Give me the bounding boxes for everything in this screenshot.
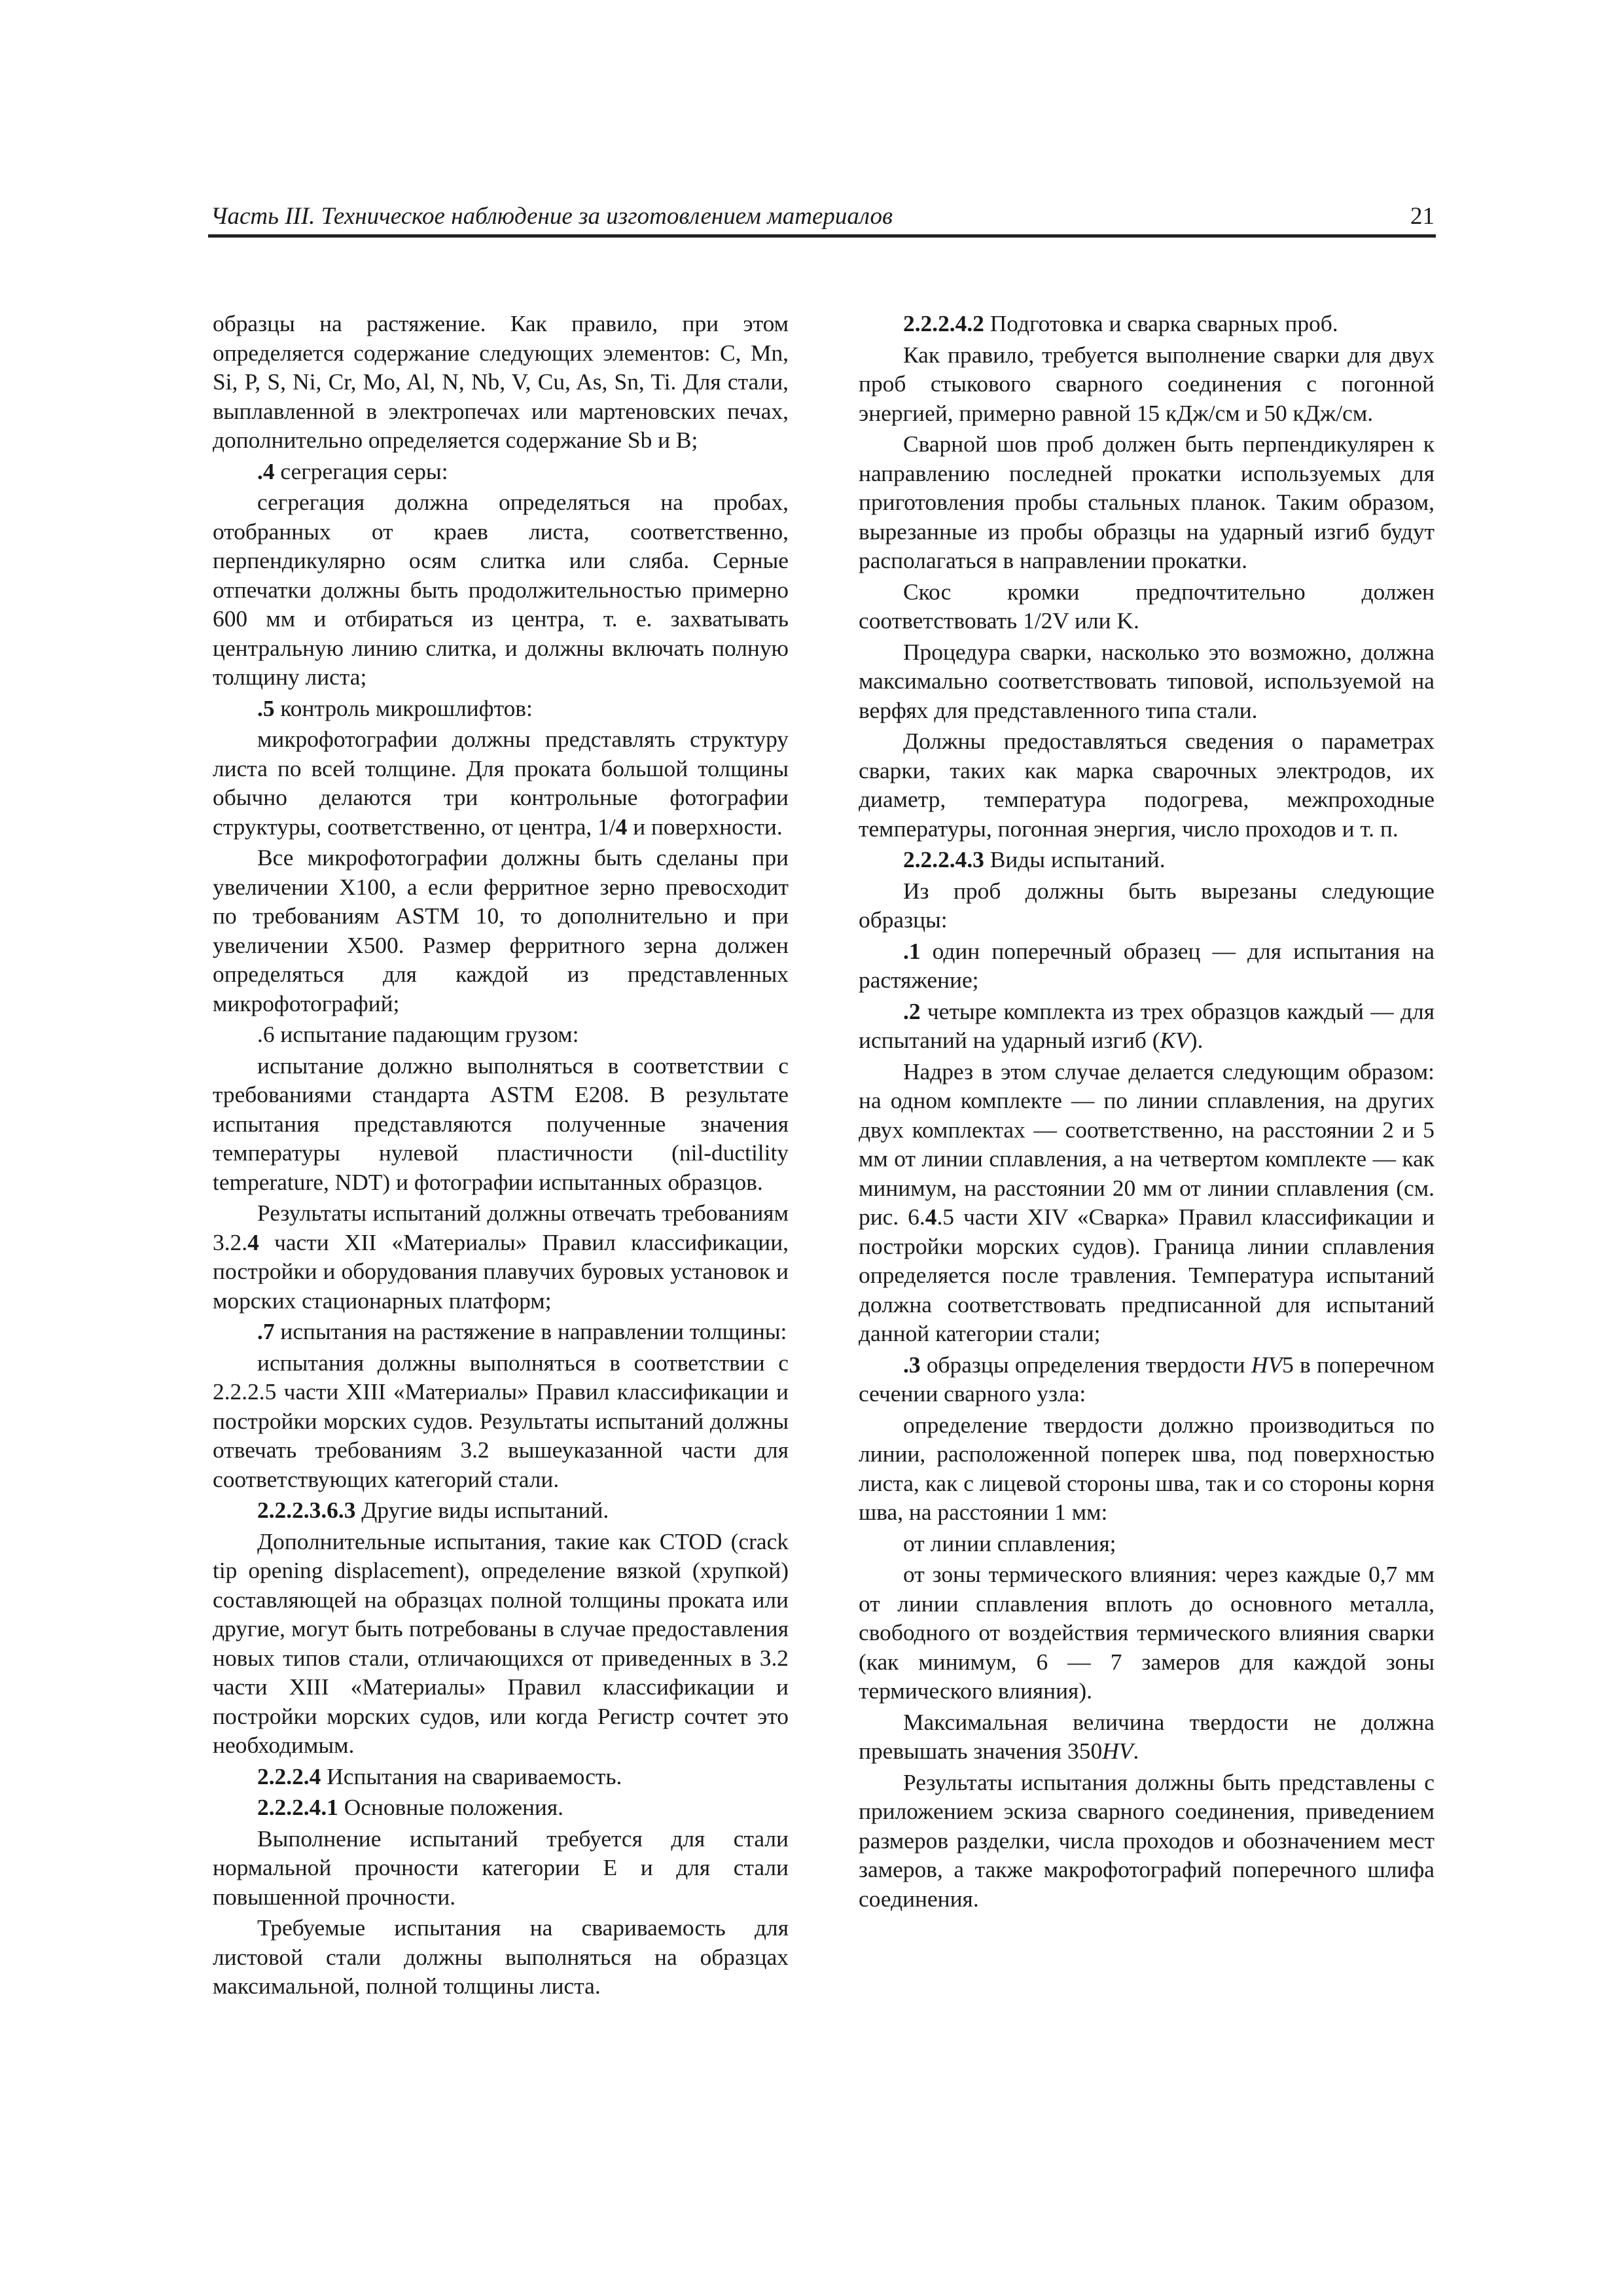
paragraph: образцы на растяжение. Как правило, при этом определяется содержание следующих элементов: C, Mn, Si, P, S, Ni, Cr, Mo, Al, N, Nb, V, Cu, As, Sn, Ti. Для стали, выплавленной в электропечах или мартеновских печах, дополнительно определяется содержание Sb и B; <box>213 310 789 453</box>
paragraph: Процедура сварки, насколько это возможно, должна максимально соответствовать типовой, используемой на верфях для представленного типа стали. <box>859 638 1435 723</box>
paragraph: Из проб должны быть вырезаны следующие образцы: <box>859 877 1435 933</box>
paragraph: Как правило, требуется выполнение сварки для двух проб стыкового сварного соединения с погонной энергией, примерно равной 15 кДж/см и 50 кДж/см. <box>859 341 1435 426</box>
paragraph: Надрез в этом случае делается следующим образом: на одном комплекте — по линии сплавления, на других двух комплектах — соответственно, на расстоянии 2 и 5 мм от линии сплавления, а на четвертом комплекте — как минимум, на расстоянии 20 мм от линии сплавления (см. рис. 6.4.5 части XIV «Сварка» Правил классификации и постройки морских судов). Граница линии сплавления определяется после травления. Температура испытаний должна соответствовать предписанной для испытаний данной категории стали; <box>859 1058 1435 1346</box>
section-heading: 2.2.2.4 Испытания на свариваемость. <box>257 1763 622 1789</box>
section-heading: 2.2.2.3.6.3 Другие виды испытаний. <box>257 1497 609 1523</box>
left-column <box>213 309 789 2003</box>
paragraph: Должны предоставляться сведения о параметрах сварки, таких как марка сварочных электродов, их диаметр, температура подогрева, межпроходные температуры, погонная энергия, число проходов и т. п. <box>859 728 1435 842</box>
running-title: Часть III. Техническое наблюдение за изготовлением материалов <box>211 203 893 230</box>
page-header <box>208 202 1436 238</box>
paragraph: Дополнительные испытания, такие как CTOD (crack tip opening displacement), определение вязкой (хрупкой) составляющей на образцах полной толщины проката или другие, могут быть потребованы в случае предоставления новых типов стали, отличающихся от приведенных в 3.2 части XIII «Материалы» Правил классификации и постройки морских судов, или когда Регистр сочтет это необходимым. <box>213 1528 789 1758</box>
section-heading: 2.2.2.4.2 Подготовка и сварка сварных проб. <box>903 310 1338 336</box>
paragraph: Требуемые испытания на свариваемость для листовой стали должны выполняться на образцах максимальной, полной толщины листа. <box>213 1914 789 1999</box>
paragraph: от линии сплавления; <box>903 1530 1116 1556</box>
list-item: .2 четыре комплекта из трех образцов каждый — для испытаний на ударный изгиб (KV). <box>859 997 1435 1053</box>
section-heading: 2.2.2.4.3 Виды испытаний. <box>903 846 1166 872</box>
paragraph: Все микрофотографии должны быть сделаны при увеличении X100, а если ферритное зерно превосходит по требованиям ASTM 10, то дополнительно и при увеличении X500. Размер ферритного зерна должен определяться для каждой из представленных микрофотографий; <box>213 844 789 1016</box>
list-item: .6 испытание падающим грузом: <box>257 1021 579 1047</box>
paragraph: от зоны термического влияния: через каждые 0,7 мм от линии сплавления вплоть до основного металла, свободного от воздействия термического влияния сварки (как минимум, 6 — 7 замеров для каждой зоны термического влияния). <box>859 1561 1435 1704</box>
list-item: .5 контроль микрошлифтов: <box>257 694 533 721</box>
page-number: 21 <box>1410 203 1435 230</box>
list-item: .4 сегрегация серы: <box>257 457 448 484</box>
right-column <box>859 309 1435 1915</box>
paragraph: сегрегация должна определяться на пробах, отобранных от краев листа, соответственно, перпендикулярно осям слитка или сляба. Серные отпечатки должны быть продолжительностью примерно 600 мм и отбираться из центра, т. е. захватывать центральную линию слитка, и должны включать полную толщину листа; <box>213 489 789 690</box>
paragraph: Результаты испытаний должны отвечать требованиям 3.2.4 части XII «Материалы» Правил классификации, постройки и оборудования плавучих буровых установок и морских стационарных платформ; <box>213 1200 789 1314</box>
paragraph: микрофотографии должны представлять структуру листа по всей толщине. Для проката большой толщины обычно делаются три контрольные фотографии структуры, соответственно, от центра, 1/4 и поверхности. <box>213 726 789 840</box>
paragraph: Выполнение испытаний требуется для стали нормальной прочности категории E и для стали повышенной прочности. <box>213 1825 789 1910</box>
paragraph: Максимальная величина твердости не должна превышать значения 350HV. <box>859 1708 1435 1764</box>
paragraph: Скос кромки предпочтительно должен соответствовать 1/2V или K. <box>859 578 1435 634</box>
list-item: .1 один поперечный образец — для испытания на растяжение; <box>859 937 1435 993</box>
section-heading: 2.2.2.4.1 Основные положения. <box>257 1794 563 1820</box>
paragraph: испытание должно выполняться в соответствии с требованиями стандарта ASTM E208. В результате испытания представляются полученные значения температуры нулевой пластичности (nil-ductility temperature, NDT) и фотографии испытанных образцов. <box>213 1052 789 1195</box>
paragraph: определение твердости должно производиться по линии, расположенной поперек шва, под поверхностью листа, как с лицевой стороны шва, так и со стороны корня шва, на расстоянии 1 мм: <box>859 1411 1435 1525</box>
list-item: .7 испытания на растяжение в направлении толщины: <box>257 1318 787 1344</box>
paragraph: Сварной шов проб должен быть перпендикулярен к направлению последней прокатки используемых для приготовления пробы стальных планок. Таким образом, вырезанные из пробы образцы на ударный изгиб будут располагаться в направлении прокатки. <box>859 431 1435 573</box>
list-item: .3 образцы определения твердости HV5 в поперечном сечении сварного узла: <box>859 1351 1435 1407</box>
paragraph: Результаты испытания должны быть представлены с приложением эскиза сварного соединения, приведением размеров разделки, числа проходов и обозначением мест замеров, а также макрофотографий поперечного шлифа соединения. <box>859 1768 1435 1912</box>
paragraph: испытания должны выполняться в соответствии с 2.2.2.5 части XIII «Материалы» Правил классификации и постройки морских судов. Результаты испытаний должны отвечать требованиям 3.2 вышеуказанной части для соответствующих категорий стали. <box>213 1349 789 1492</box>
